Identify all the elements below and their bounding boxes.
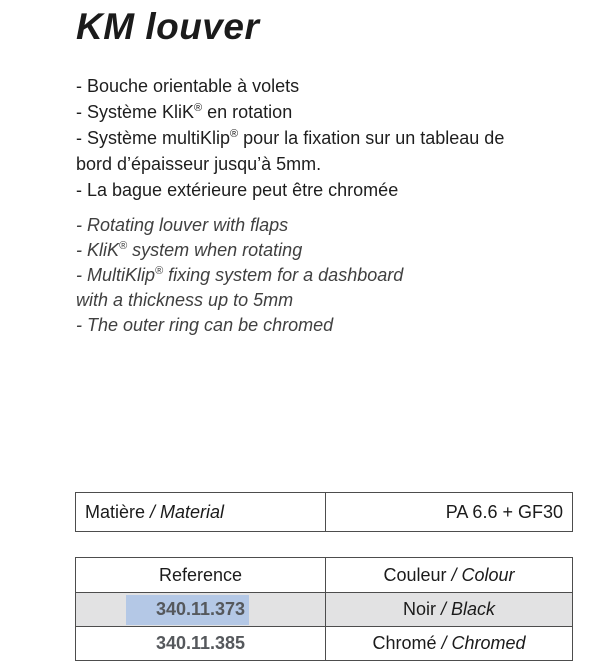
colour-cell	[326, 593, 572, 626]
material-label-cell	[76, 493, 326, 531]
colour-en: / Chromed	[441, 633, 526, 653]
table-header-row	[76, 558, 572, 592]
english-description	[76, 213, 403, 338]
colour-header-fr: Couleur	[383, 564, 452, 585]
material-label-fr: Matière	[85, 501, 151, 522]
bullet-line	[76, 263, 403, 288]
bullet-line	[76, 125, 504, 151]
table-row	[76, 626, 572, 660]
bullet-line	[76, 288, 403, 313]
material-table	[75, 492, 573, 532]
reference-cell	[76, 593, 326, 626]
line-text: - La bague extérieure peut être chromée	[76, 180, 399, 200]
reference-header-cell	[76, 558, 326, 592]
colour-header-cell	[326, 558, 572, 592]
table-row	[76, 592, 572, 626]
line-text: - Bouche orientable à volets	[76, 76, 300, 96]
reference-value: 340.11.385	[155, 633, 246, 653]
colour-fr: Noir	[402, 599, 441, 619]
material-label-en: / Material	[150, 501, 225, 522]
line-text: en rotation	[202, 102, 293, 122]
bullet-line	[76, 73, 504, 99]
page-title: KM louver	[76, 6, 260, 47]
bullet-line	[76, 313, 403, 338]
material-value: PA 6.6 + GF30	[445, 501, 563, 522]
bullet-line	[76, 238, 403, 263]
line-text: pour la fixation sur un tableau de	[238, 128, 505, 148]
line-text: - MultiKlip	[76, 265, 156, 285]
line-text: - Système multiKlip	[76, 128, 231, 148]
french-description	[76, 73, 504, 203]
reference-table	[75, 557, 573, 661]
bullet-line	[76, 177, 504, 203]
registered-mark: ®	[194, 102, 203, 114]
reference-cell	[76, 627, 326, 660]
line-text: system when rotating	[127, 240, 303, 260]
registered-mark: ®	[155, 265, 164, 277]
line-text: with a thickness up to 5mm	[76, 290, 294, 310]
colour-en: / Black	[440, 599, 496, 619]
material-value-cell	[326, 493, 572, 531]
line-text: - KliK	[76, 240, 120, 260]
bullet-line	[76, 99, 504, 125]
colour-fr: Chromé	[372, 633, 442, 653]
line-text: bord d’épaisseur jusqu’à 5mm.	[76, 154, 322, 174]
line-text: fixing system for a dashboard	[163, 265, 404, 285]
line-text: - Rotating louver with flaps	[76, 215, 289, 235]
line-text: - Système KliK	[76, 102, 195, 122]
line-text: - The outer ring can be chromed	[76, 315, 334, 335]
reference-header-label: Reference	[158, 564, 243, 585]
registered-mark: ®	[119, 240, 128, 252]
reference-value-selected[interactable]: 340.11.373	[126, 595, 249, 625]
registered-mark: ®	[230, 128, 239, 140]
bullet-line	[76, 151, 504, 177]
colour-cell	[326, 627, 572, 660]
bullet-line	[76, 213, 403, 238]
colour-header-en: / Colour	[451, 564, 515, 585]
